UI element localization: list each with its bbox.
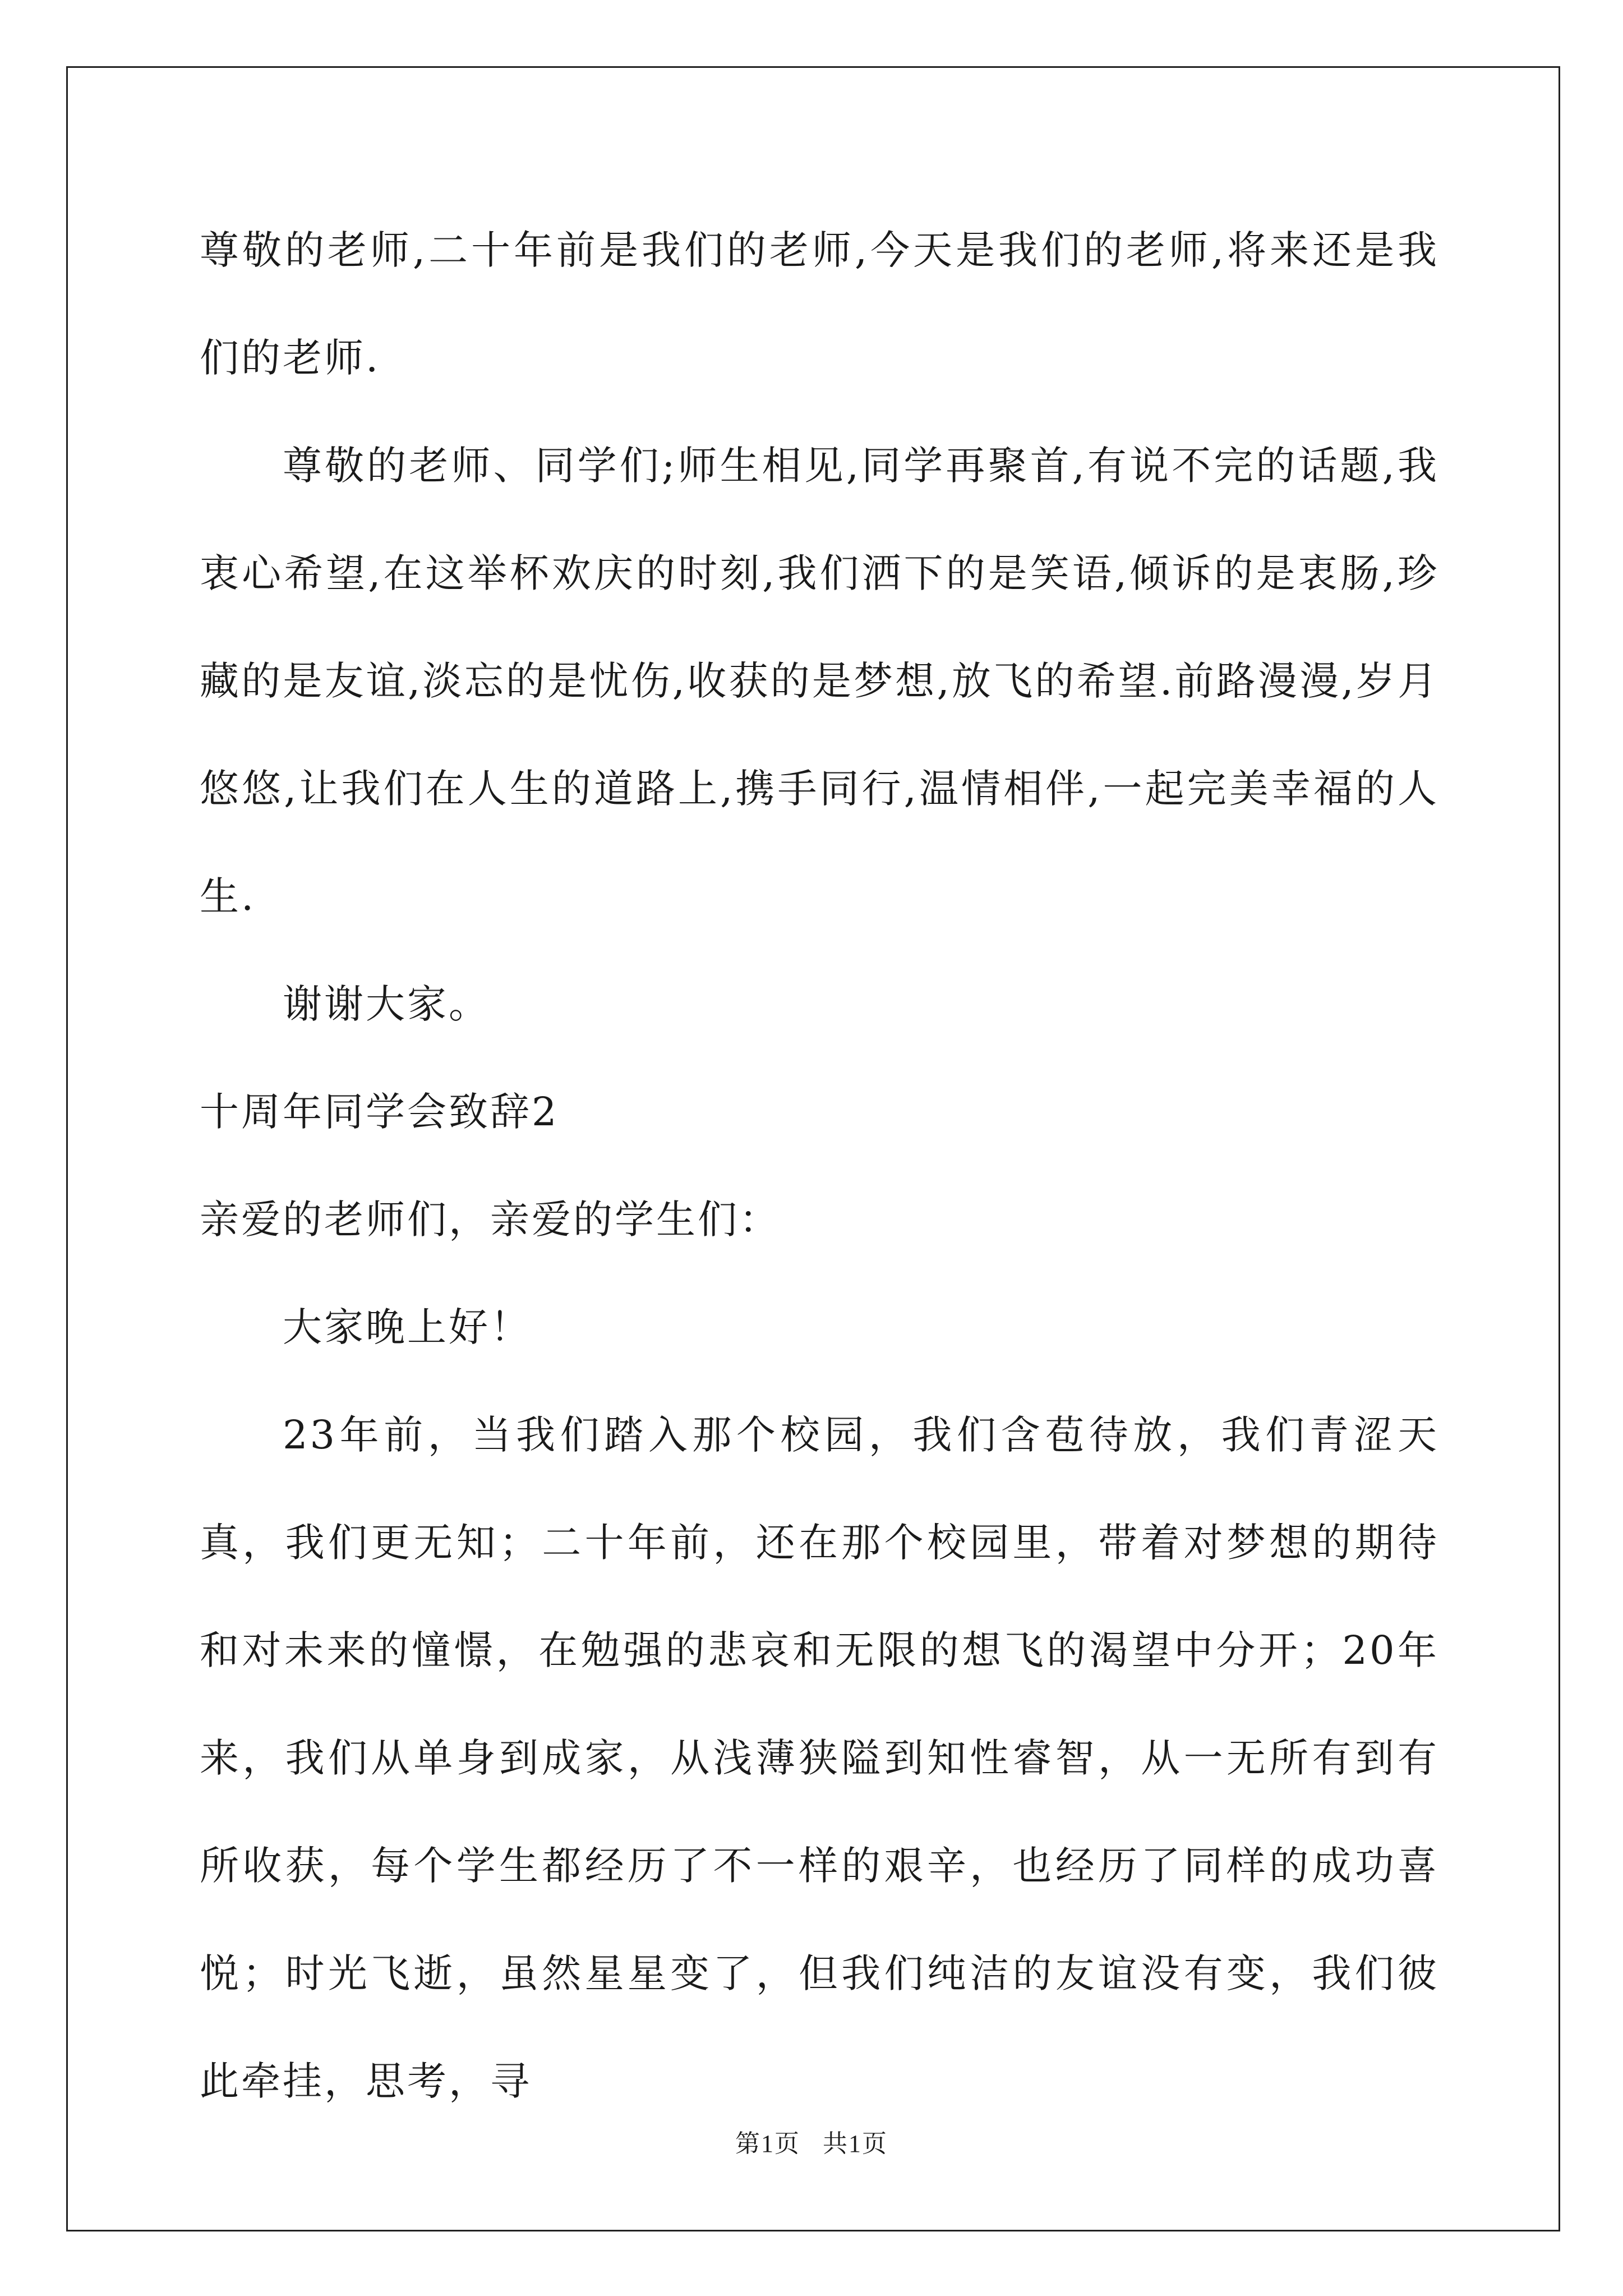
paragraph-7: 23年前，当我们踏入那个校园，我们含苞待放，我们青涩天真，我们更无知；二十年前，还在那个校园里，带着对梦想的期待和对未来的憧憬，在勉强的悲哀和无限的想飞的渴望中分开；20年来，我们从单身到成家，从浅薄狭隘到知性睿智，从一无所有到有所收获，每个学生都经历了不一样的艰辛，也经历了同样的成功喜悦；时光飞逝，虽然星星变了，但我们纯洁的友谊没有变，我们彼此牵挂，思考，寻 <box>200 1412 1439 2104</box>
page-number-total: 共1页 <box>823 2130 888 2157</box>
document-body <box>200 196 1439 2135</box>
paragraph-2: 尊敬的老师、同学们;师生相见,同学再聚首,有说不完的话题,我衷心希望,在这举杯欢庆的时刻,我们洒下的是笑语,倾诉的是衷肠,珍藏的是友谊,淡忘的是忧伤,收获的是梦想,放飞的希望.前路漫漫,岁月悠悠,让我们在人生的道路上,携手同行,温情相伴,一起完美幸福的人生. <box>200 443 1439 919</box>
page-number-current: 第1页 <box>735 2130 800 2157</box>
paragraph-1: 尊敬的老师,二十年前是我们的老师,今天是我们的老师,将来还是我们的老师. <box>200 227 1439 381</box>
section-heading: 十周年同学会致辞2 <box>200 1089 559 1135</box>
page-footer <box>0 2123 1623 2159</box>
paragraph-3: 谢谢大家。 <box>283 981 490 1027</box>
greeting: 大家晚上好！ <box>283 1304 532 1350</box>
salutation: 亲爱的老师们，亲爱的学生们： <box>200 1197 781 1243</box>
